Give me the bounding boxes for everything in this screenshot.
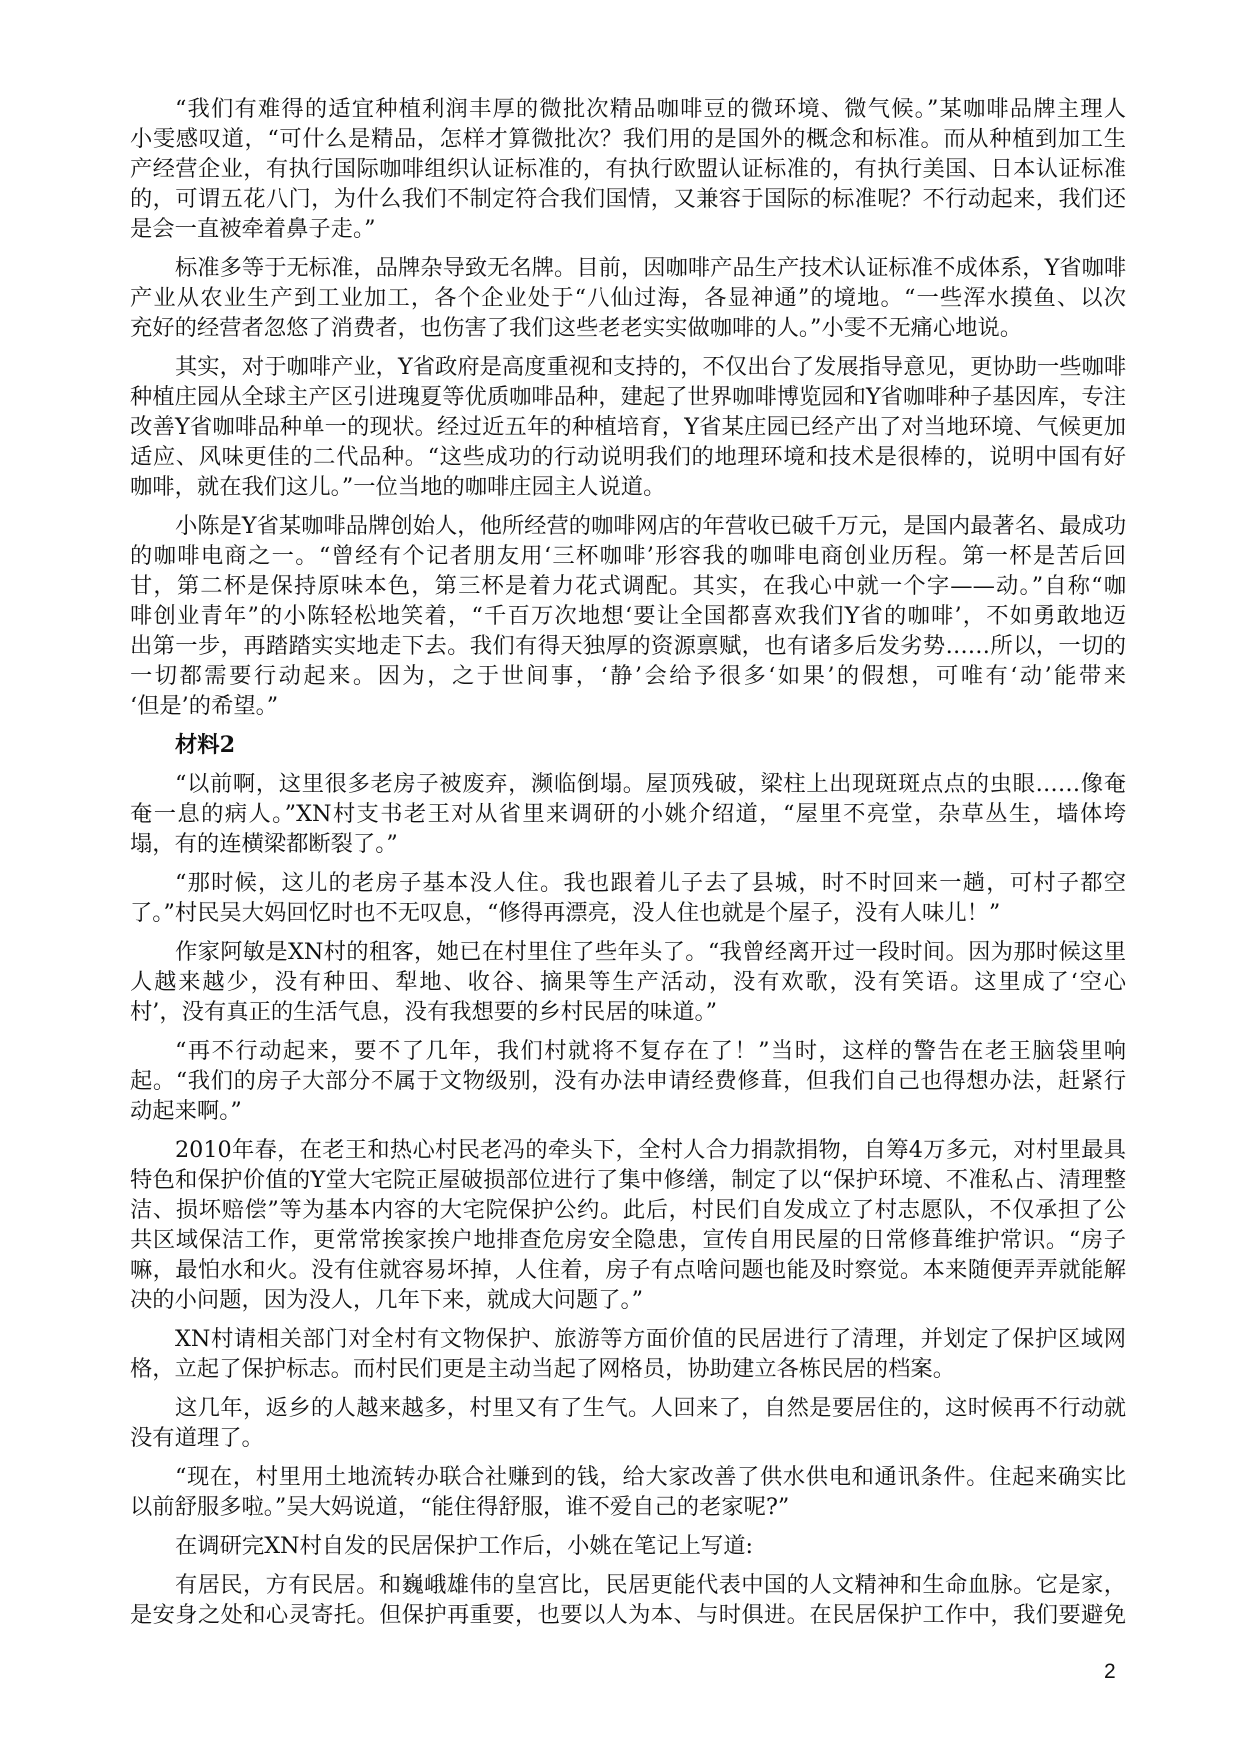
text-line: 出第一步，再踏踏实实地走下去。我们有得天独厚的资源禀赋，也有诸多后发劣势……所以，一切的 bbox=[130, 633, 1126, 659]
text-line: 特色和保护价值的Y堂大宅院正屋破损部位进行了集中修缮，制定了以“保护环境、不准私占、清理整 bbox=[130, 1167, 1126, 1193]
text-line: 改善Y省咖啡品种单一的现状。经过近五年的种植培育，Y省某庄园已经产出了对当地环境、气候更加 bbox=[130, 414, 1126, 440]
text-line: 动起来啊。” bbox=[130, 1098, 242, 1124]
paragraph bbox=[130, 1324, 1126, 1384]
text-line: 在调研完XN村自发的民居保护工作后，小姚在笔记上写道: bbox=[175, 1533, 754, 1559]
text-line: “以前啊，这里很多老房子被废弃，濒临倒塌。屋顶残破，梁柱上出现斑斑点点的虫眼……像奄 bbox=[175, 771, 1126, 797]
page-number: 2 bbox=[1104, 1660, 1116, 1683]
paragraph bbox=[130, 94, 1126, 244]
text-line: 咖啡，就在我们这儿。”一位当地的咖啡庄园主人说道。 bbox=[130, 474, 666, 500]
text-line: 的，可谓五花八门，为什么我们不制定符合我们国情，又兼容于国际的标准呢？不行动起来，我们还 bbox=[130, 186, 1126, 212]
text-line: 洁、损坏赔偿”等为基本内容的大宅院保护公约。此后，村民们自发成立了村志愿队，不仅承担了公 bbox=[130, 1197, 1126, 1223]
text-line: 共区域保洁工作，更常常挨家挨户地排查危房安全隐患，宣传自用民屋的日常修葺维护常识。“房子 bbox=[130, 1227, 1126, 1253]
text-line: 材料2 bbox=[175, 732, 236, 758]
document-body bbox=[130, 94, 1126, 1639]
paragraph bbox=[130, 1531, 1126, 1561]
text-line: 充好的经营者忽悠了消费者，也伤害了我们这些老老实实做咖啡的人。”小雯不无痛心地说。 bbox=[130, 315, 1023, 341]
text-line: 是安身之处和心灵寄托。但保护再重要，也要以人为本、与时俱进。在民居保护工作中，我们要避免 bbox=[130, 1602, 1126, 1628]
text-line: 了。”村民吴大妈回忆时也不无叹息，“修得再漂亮，没人住也就是个屋子，没有人味儿！” bbox=[130, 900, 1001, 926]
text-line: 其实，对于咖啡产业，Y省政府是高度重视和支持的，不仅出台了发展指导意见，更协助一些咖啡 bbox=[175, 354, 1127, 380]
text-line: 甘，第二杯是保持原味本色，第三杯是着力花式调配。其实，在我心中就一个字——动。”自称“咖 bbox=[130, 573, 1126, 599]
text-line: 标准多等于无标准，品牌杂导致无名牌。目前，因咖啡产品生产技术认证标准不成体系，Y省咖啡 bbox=[175, 255, 1127, 281]
text-line: 以前舒服多啦。”吴大妈说道，“能住得舒服，谁不爱自己的老家呢?” bbox=[130, 1494, 790, 1520]
text-line: 这几年，返乡的人越来越多，村里又有了生气。人回来了，自然是要居住的，这时候再不行动就 bbox=[175, 1395, 1126, 1421]
text-line: 人越来越少，没有种田、犁地、收谷、摘果等生产活动，没有欢歌，没有笑语。这里成了‘空心 bbox=[130, 969, 1126, 995]
text-line: ‘但是’的希望。” bbox=[130, 693, 279, 719]
text-line: “我们有难得的适宜种植利润丰厚的微批次精品咖啡豆的微环境、微气候。”某咖啡品牌主理人 bbox=[175, 96, 1126, 122]
text-line: 啡创业青年”的小陈轻松地笑着，“千百万次地想‘要让全国都喜欢我们Y省的咖啡’，不如勇敢地迈 bbox=[130, 603, 1126, 629]
paragraph bbox=[130, 1135, 1126, 1315]
text-line: 一切都需要行动起来。因为，之于世间事，‘静’会给予很多‘如果’的假想，可唯有‘动’能带来 bbox=[130, 663, 1126, 689]
text-line: 种植庄园从全球主产区引进瑰夏等优质咖啡品种，建起了世界咖啡博览园和Y省咖啡种子基因库，专注 bbox=[130, 384, 1126, 410]
paragraph bbox=[130, 1393, 1126, 1453]
text-line: “现在，村里用土地流转办联合社赚到的钱，给大家改善了供水供电和通讯条件。住起来确实比 bbox=[175, 1464, 1126, 1490]
text-line: XN村请相关部门对全村有文物保护、旅游等方面价值的民居进行了清理，并划定了保护区域网 bbox=[175, 1326, 1126, 1352]
text-line: 产经营企业，有执行国际咖啡组织认证标准的，有执行欧盟认证标准的，有执行美国、日本认证标准 bbox=[130, 156, 1126, 182]
text-line: 决的小问题，因为没人，几年下来，就成大问题了。” bbox=[130, 1287, 644, 1313]
text-line: 格，立起了保护标志。而村民们更是主动当起了网格员，协助建立各栋民居的档案。 bbox=[130, 1356, 955, 1382]
paragraph bbox=[130, 1462, 1126, 1522]
text-line: 村’，没有真正的生活气息，没有我想要的乡村民居的味道。” bbox=[130, 999, 718, 1025]
text-line: 2010年春，在老王和热心村民老冯的牵头下，全村人合力捐款捐物，自筹4万多元，对村里最具 bbox=[175, 1137, 1126, 1163]
paragraph bbox=[130, 1036, 1126, 1126]
text-line: 产业从农业生产到工业加工，各个企业处于“八仙过海，各显神通”的境地。“一些浑水摸鱼、以次 bbox=[130, 285, 1126, 311]
text-line: 作家阿敏是XN村的租客，她已在村里住了些年头了。“我曾经离开过一段时间。因为那时候这里 bbox=[175, 939, 1126, 965]
text-line: 的咖啡电商之一。“曾经有个记者朋友用‘三杯咖啡’形容我的咖啡电商创业历程。第一杯是苦后回 bbox=[130, 543, 1126, 569]
text-line: 嘛，最怕水和火。没有住就容易坏掉，人住着，房子有点啥问题也能及时察觉。本来随便弄弄就能解 bbox=[130, 1257, 1126, 1283]
paragraph bbox=[130, 253, 1126, 343]
text-line: 没有道理了。 bbox=[130, 1425, 264, 1451]
paragraph bbox=[130, 352, 1126, 502]
paragraph bbox=[130, 511, 1126, 721]
text-line: 小陈是Y省某咖啡品牌创始人，他所经营的咖啡网店的年营收已破千万元，是国内最著名、最成功 bbox=[175, 513, 1127, 539]
text-line: 塌，有的连横梁都断裂了。” bbox=[130, 831, 398, 857]
text-line: 起。“我们的房子大部分不属于文物级别，没有办法申请经费修葺，但我们自己也得想办法，赶紧行 bbox=[130, 1068, 1126, 1094]
text-line: 是会一直被牵着鼻子走。” bbox=[130, 216, 376, 242]
text-line: 适应、风味更佳的二代品种。“这些成功的行动说明我们的地理环境和技术是很棒的，说明中国有好 bbox=[130, 444, 1126, 470]
text-line: 小雯感叹道，“可什么是精品，怎样才算微批次？我们用的是国外的概念和标准。而从种植到加工生 bbox=[130, 126, 1126, 152]
paragraph bbox=[130, 1570, 1126, 1630]
paragraph bbox=[130, 937, 1126, 1027]
text-line: “那时候，这儿的老房子基本没人住。我也跟着儿子去了县城，时不时回来一趟，可村子都空 bbox=[175, 870, 1126, 896]
text-line: 奄一息的病人。”XN村支书老王对从省里来调研的小姚介绍道，“屋里不亮堂，杂草丛生，墙体垮 bbox=[130, 801, 1126, 827]
paragraph bbox=[130, 769, 1126, 859]
text-line: “再不行动起来，要不了几年，我们村就将不复存在了！”当时，这样的警告在老王脑袋里响 bbox=[175, 1038, 1126, 1064]
text-line: 有居民，方有民居。和巍峨雄伟的皇宫比，民居更能代表中国的人文精神和生命血脉。它是家， bbox=[175, 1572, 1126, 1598]
paragraph bbox=[130, 868, 1126, 928]
section-heading bbox=[130, 730, 1126, 760]
